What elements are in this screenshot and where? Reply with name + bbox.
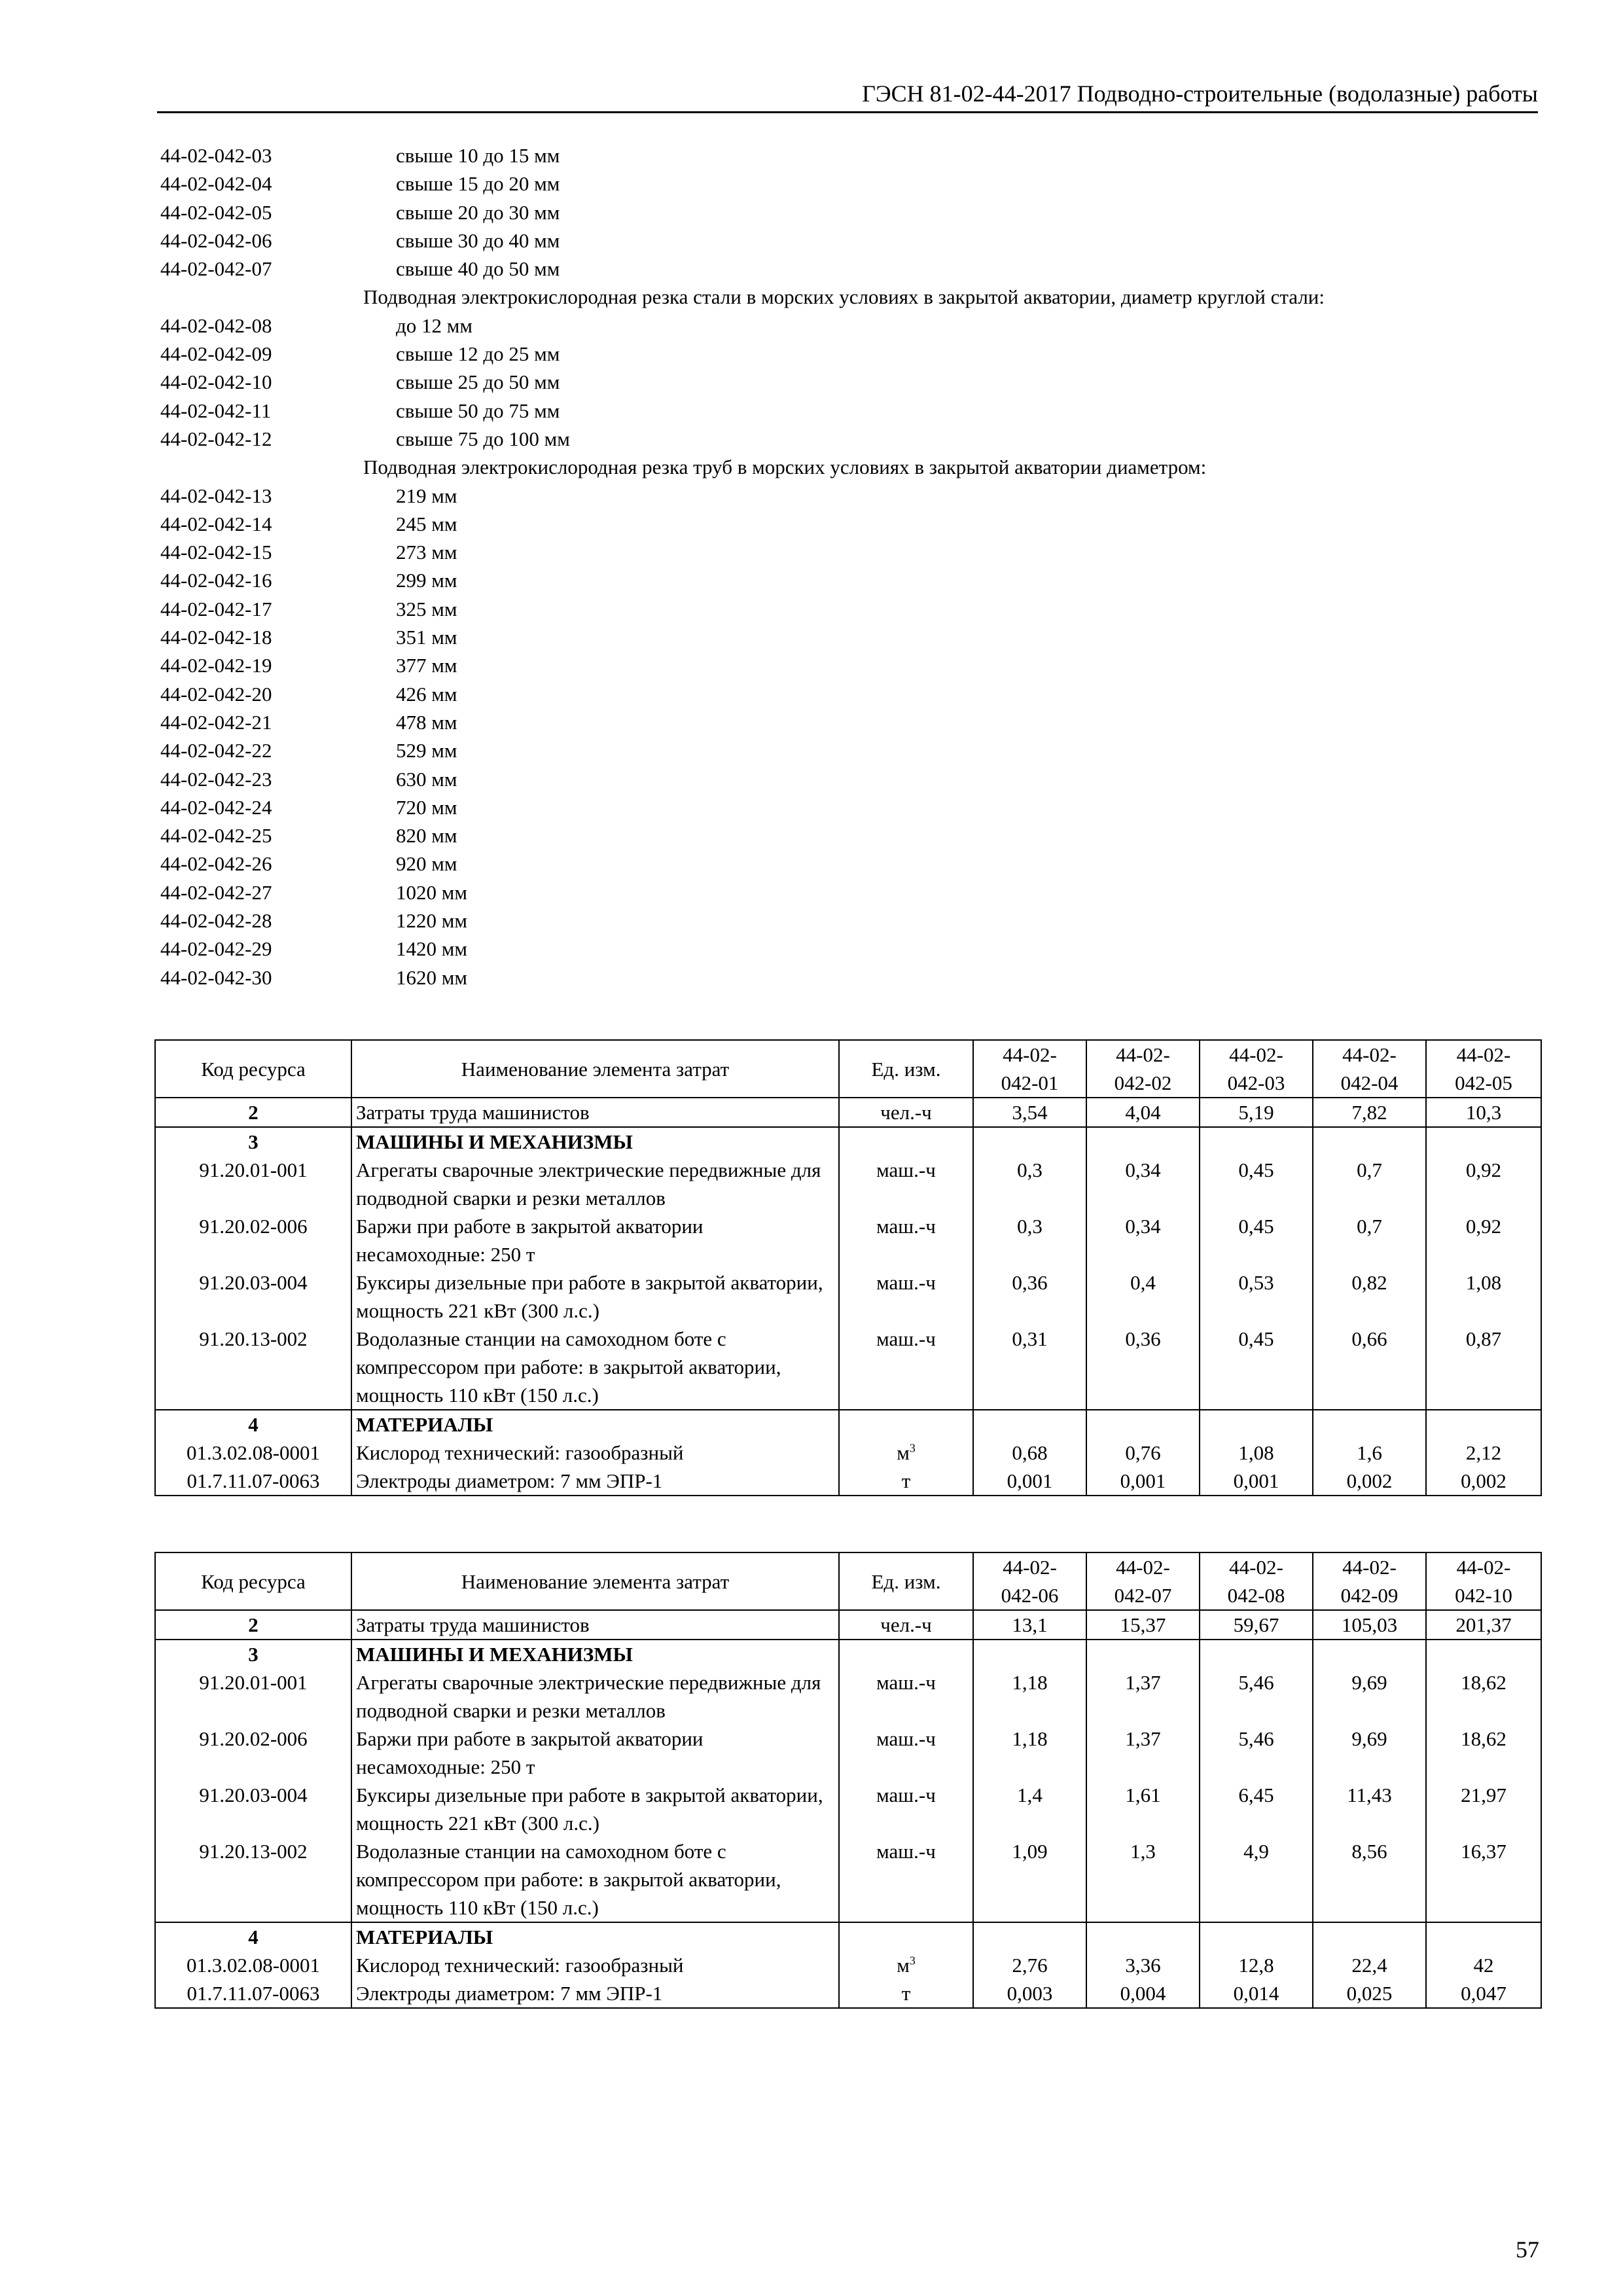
- table-header-row: [155, 1040, 1541, 1098]
- item-label: свыше 20 до 30 мм: [396, 200, 560, 224]
- item-code: 44-02-042-24: [160, 795, 272, 819]
- table-row: [155, 1837, 1541, 1922]
- item-label: 273 мм: [396, 541, 457, 564]
- unit-text: чел.-ч: [880, 1613, 932, 1636]
- code-group-3: [160, 482, 1535, 992]
- header-norm-code: 44-02- 042-08: [1200, 1552, 1313, 1610]
- unit-text: маш.-ч: [876, 1271, 936, 1294]
- cell-code: 91.20.13-002: [155, 1325, 351, 1410]
- item-label: свыше 25 до 50 мм: [396, 370, 560, 394]
- cell-value: 0,36: [973, 1268, 1086, 1325]
- cell-value: 3,54: [973, 1098, 1086, 1127]
- group-heading-3: Подводная электрокислородная резка труб в морских условиях в закрытой акватории диаметром:: [363, 456, 1207, 479]
- section-row: [155, 1127, 1541, 1156]
- code-list-item: [160, 312, 1535, 340]
- cell-code: 91.20.03-004: [155, 1781, 351, 1837]
- code-list-item: [160, 141, 1535, 170]
- item-label: 529 мм: [396, 739, 457, 762]
- item-code: 44-02-042-27: [160, 880, 272, 904]
- cell-value: 0,001: [1086, 1467, 1200, 1496]
- code-group-2: [160, 312, 1535, 453]
- cell-value: 0,001: [1200, 1467, 1313, 1496]
- item-label: свыше 30 до 40 мм: [396, 228, 560, 252]
- cell-value: 1,09: [973, 1837, 1086, 1922]
- cell-value: 0,36: [1086, 1325, 1200, 1410]
- cell-value: 0,68: [973, 1439, 1086, 1467]
- cell-name: МАШИНЫ И МЕХАНИЗМЫ: [351, 1127, 839, 1156]
- cell-name: Агрегаты сварочные электрические передвижные для подводной сварки и резки металлов: [351, 1668, 839, 1725]
- item-code: 44-02-042-22: [160, 739, 272, 762]
- item-code: 44-02-042-13: [160, 484, 272, 507]
- cell-value: 7,82: [1313, 1098, 1426, 1127]
- item-code: 44-02-042-25: [160, 824, 272, 848]
- cell-unit: [839, 1979, 973, 2008]
- materials-group: [155, 1410, 1541, 1496]
- table-row: [155, 1979, 1541, 2008]
- item-label: свыше 12 до 25 мм: [396, 342, 560, 366]
- unit-text: маш.-ч: [876, 1158, 936, 1181]
- table-row: [155, 1156, 1541, 1212]
- cell-name: Кислород технический: газообразный: [351, 1439, 839, 1467]
- cell-value: 0,45: [1200, 1212, 1313, 1268]
- cell-empty: [839, 1410, 973, 1439]
- cell-value: 42: [1426, 1951, 1541, 1979]
- cell-value: 0,025: [1313, 1979, 1426, 2008]
- cell-value: 4,04: [1086, 1098, 1200, 1127]
- cell-value: 0,87: [1426, 1325, 1541, 1410]
- header-norm-code: 44-02- 042-03: [1200, 1040, 1313, 1098]
- cell-code: 2: [155, 1098, 351, 1127]
- cell-code: 91.20.01-001: [155, 1668, 351, 1725]
- cell-value: 22,4: [1313, 1951, 1426, 1979]
- cell-code: 91.20.01-001: [155, 1156, 351, 1212]
- cell-unit: [839, 1156, 973, 1212]
- section-row: [155, 1922, 1541, 1951]
- item-label: 720 мм: [396, 795, 457, 819]
- cell-name: Водолазные станции на самоходном боте с компрессором при работе: в закрытой акватории, мощность 110 кВт (150 л.с.): [351, 1837, 839, 1922]
- cell-unit: [839, 1098, 973, 1127]
- unit-text: м: [897, 1954, 910, 1977]
- table-row: [155, 1325, 1541, 1410]
- code-list-item: [160, 538, 1535, 566]
- cell-unit: [839, 1325, 973, 1410]
- cell-empty: [1426, 1640, 1541, 1668]
- cell-value: 59,67: [1200, 1610, 1313, 1640]
- cell-unit: [839, 1837, 973, 1922]
- header-code: Код ресурса: [155, 1552, 351, 1610]
- cell-value: 5,46: [1200, 1668, 1313, 1725]
- cell-code: 4: [155, 1922, 351, 1951]
- section-row: [155, 1640, 1541, 1668]
- cell-code: 91.20.02-006: [155, 1212, 351, 1268]
- cell-empty: [1200, 1410, 1313, 1439]
- item-label: 1620 мм: [396, 965, 467, 989]
- cell-code: 3: [155, 1640, 351, 1668]
- code-group-1: [160, 141, 1535, 283]
- table-row: [155, 1212, 1541, 1268]
- cell-value: 1,37: [1086, 1725, 1200, 1781]
- cell-name: Баржи при работе в закрытой акватории несамоходные: 250 т: [351, 1725, 839, 1781]
- item-label: свыше 10 до 15 мм: [396, 144, 560, 167]
- header-norm-code: 44-02- 042-06: [973, 1552, 1086, 1610]
- cell-value: 0,002: [1313, 1467, 1426, 1496]
- cell-name: МАТЕРИАЛЫ: [351, 1410, 839, 1439]
- cell-code: 91.20.13-002: [155, 1837, 351, 1922]
- cell-name: МАШИНЫ И МЕХАНИЗМЫ: [351, 1640, 839, 1668]
- code-list-item: [160, 850, 1535, 878]
- item-code: 44-02-042-04: [160, 172, 272, 196]
- cell-empty: [973, 1410, 1086, 1439]
- cell-empty: [839, 1922, 973, 1951]
- table-row: [155, 1467, 1541, 1496]
- cell-value: 6,45: [1200, 1781, 1313, 1837]
- item-label: 920 мм: [396, 852, 457, 876]
- cell-code: 3: [155, 1127, 351, 1156]
- cell-value: 1,08: [1426, 1268, 1541, 1325]
- cell-value: 105,03: [1313, 1610, 1426, 1640]
- cell-empty: [1313, 1410, 1426, 1439]
- cell-value: 0,92: [1426, 1212, 1541, 1268]
- cell-empty: [1200, 1922, 1313, 1951]
- item-label: 1420 мм: [396, 937, 467, 961]
- cell-empty: [973, 1922, 1086, 1951]
- cell-value: 0,66: [1313, 1325, 1426, 1410]
- item-code: 44-02-042-30: [160, 965, 272, 989]
- code-list-item: [160, 198, 1535, 226]
- item-label: 426 мм: [396, 682, 457, 706]
- cell-value: 11,43: [1313, 1781, 1426, 1837]
- cell-name: Баржи при работе в закрытой акватории несамоходные: 250 т: [351, 1212, 839, 1268]
- cell-code: 91.20.02-006: [155, 1725, 351, 1781]
- cell-value: 1,4: [973, 1781, 1086, 1837]
- cell-empty: [1313, 1640, 1426, 1668]
- item-code: 44-02-042-12: [160, 427, 272, 450]
- item-label: 325 мм: [396, 597, 457, 620]
- item-code: 44-02-042-15: [160, 541, 272, 564]
- group-heading-2: Подводная электрокислородная резка стали в морских условиях в закрытой акватории, диаметр круглой стали:: [363, 285, 1325, 309]
- page-number: 57: [1516, 2236, 1539, 2263]
- cell-code: 2: [155, 1610, 351, 1640]
- cell-value: 0,003: [973, 1979, 1086, 2008]
- cell-value: 0,34: [1086, 1156, 1200, 1212]
- item-code: 44-02-042-07: [160, 257, 272, 281]
- code-list-item: [160, 878, 1535, 906]
- unit-text: т: [901, 1982, 911, 2005]
- cell-empty: [973, 1640, 1086, 1668]
- cell-value: 12,8: [1200, 1951, 1313, 1979]
- cell-value: 0,45: [1200, 1156, 1313, 1212]
- cell-value: 5,46: [1200, 1725, 1313, 1781]
- unit-text: чел.-ч: [880, 1101, 932, 1124]
- code-list-item: [160, 510, 1535, 538]
- header-code: Код ресурса: [155, 1040, 351, 1098]
- cell-value: 0,4: [1086, 1268, 1200, 1325]
- cell-empty: [1426, 1410, 1541, 1439]
- cell-unit: [839, 1610, 973, 1640]
- item-code: 44-02-042-09: [160, 342, 272, 366]
- cell-code: 4: [155, 1410, 351, 1439]
- unit-text: маш.-ч: [876, 1215, 936, 1238]
- cell-value: 0,31: [973, 1325, 1086, 1410]
- cell-value: 1,18: [973, 1725, 1086, 1781]
- cell-value: 0,001: [973, 1467, 1086, 1496]
- cell-value: 0,82: [1313, 1268, 1426, 1325]
- cell-name: Электроды диаметром: 7 мм ЭПР-1: [351, 1979, 839, 2008]
- code-list-item: [160, 821, 1535, 850]
- code-list-item: [160, 793, 1535, 821]
- header-unit: Ед. изм.: [839, 1040, 973, 1098]
- item-label: 820 мм: [396, 824, 457, 848]
- cell-value: 1,18: [973, 1668, 1086, 1725]
- cell-name: МАТЕРИАЛЫ: [351, 1922, 839, 1951]
- cell-name: Электроды диаметром: 7 мм ЭПР-1: [351, 1467, 839, 1496]
- cell-unit: [839, 1781, 973, 1837]
- item-label: свыше 75 до 100 мм: [396, 427, 570, 450]
- header-title: ГЭСН 81-02-44-2017 Подводно-строительные (водолазные) работы: [862, 81, 1538, 107]
- resource-table-1: [154, 1039, 1542, 1496]
- cell-value: 4,9: [1200, 1837, 1313, 1922]
- code-list-item: [160, 368, 1535, 396]
- item-code: 44-02-042-08: [160, 314, 272, 337]
- code-list-item: [160, 340, 1535, 368]
- cell-value: 0,76: [1086, 1439, 1200, 1467]
- resource-table-2: [154, 1552, 1542, 2009]
- code-list-item: [160, 482, 1535, 510]
- code-list-item: [160, 963, 1535, 992]
- item-label: 478 мм: [396, 710, 457, 734]
- cell-name: Агрегаты сварочные электрические передвижные для подводной сварки и резки металлов: [351, 1156, 839, 1212]
- header-unit: Ед. изм.: [839, 1552, 973, 1610]
- item-label: 1020 мм: [396, 880, 467, 904]
- header-norm-code: 44-02- 042-02: [1086, 1040, 1200, 1098]
- item-label: 351 мм: [396, 626, 457, 649]
- table-row: [155, 1951, 1541, 1979]
- code-list-item: [160, 680, 1535, 708]
- cell-empty: [839, 1640, 973, 1668]
- unit-text: маш.-ч: [876, 1727, 936, 1750]
- item-code: 44-02-042-10: [160, 370, 272, 394]
- cell-code: 01.3.02.08-0001: [155, 1951, 351, 1979]
- item-code: 44-02-042-06: [160, 228, 272, 252]
- table-row: [155, 1668, 1541, 1725]
- cell-code: 91.20.03-004: [155, 1268, 351, 1325]
- cell-value: 0,014: [1200, 1979, 1313, 2008]
- item-label: 245 мм: [396, 512, 457, 535]
- cell-value: 0,002: [1426, 1467, 1541, 1496]
- code-list-item: [160, 397, 1535, 425]
- cell-value: 9,69: [1313, 1725, 1426, 1781]
- cell-value: 0,34: [1086, 1212, 1200, 1268]
- item-code: 44-02-042-05: [160, 200, 272, 224]
- item-label: 1220 мм: [396, 909, 467, 933]
- item-code: 44-02-042-28: [160, 909, 272, 933]
- cell-value: 1,3: [1086, 1837, 1200, 1922]
- page-header: [157, 73, 1538, 113]
- header-norm-code: 44-02- 042-05: [1426, 1040, 1541, 1098]
- item-label: до 12 мм: [396, 314, 473, 337]
- code-list-item: [160, 708, 1535, 736]
- item-code: 44-02-042-29: [160, 937, 272, 961]
- table-row: [155, 1439, 1541, 1467]
- code-list-item: [160, 425, 1535, 453]
- code-list-item: [160, 935, 1535, 963]
- table-row: [155, 1268, 1541, 1325]
- cell-empty: [839, 1127, 973, 1156]
- code-list-item: [160, 623, 1535, 651]
- cell-value: 21,97: [1426, 1781, 1541, 1837]
- unit-text: маш.-ч: [876, 1327, 936, 1350]
- cell-name: Водолазные станции на самоходном боте с компрессором при работе: в закрытой акватории, мощность 110 кВт (150 л.с.): [351, 1325, 839, 1410]
- header-name: Наименование элемента затрат: [351, 1040, 839, 1098]
- cell-empty: [1313, 1127, 1426, 1156]
- cell-empty: [1086, 1410, 1200, 1439]
- cell-value: 13,1: [973, 1610, 1086, 1640]
- table-row: [155, 1098, 1541, 1127]
- item-code: 44-02-042-19: [160, 654, 272, 677]
- cell-value: 1,08: [1200, 1439, 1313, 1467]
- cell-unit: [839, 1668, 973, 1725]
- machines-group: [155, 1640, 1541, 1922]
- header-norm-code: 44-02- 042-07: [1086, 1552, 1200, 1610]
- item-code: 44-02-042-03: [160, 144, 272, 167]
- cell-empty: [1313, 1922, 1426, 1951]
- item-code: 44-02-042-14: [160, 512, 272, 535]
- item-label: 219 мм: [396, 484, 457, 507]
- item-code: 44-02-042-17: [160, 597, 272, 620]
- code-list-item: [160, 765, 1535, 793]
- header-norm-code: 44-02- 042-01: [973, 1040, 1086, 1098]
- cell-code: 01.7.11.07-0063: [155, 1467, 351, 1496]
- unit-superscript: 3: [909, 1441, 916, 1455]
- table-row: [155, 1610, 1541, 1640]
- item-label: 377 мм: [396, 654, 457, 677]
- code-list-item: [160, 736, 1535, 764]
- cell-value: 0,004: [1086, 1979, 1200, 2008]
- cell-unit: [839, 1467, 973, 1496]
- cell-value: 18,62: [1426, 1668, 1541, 1725]
- cell-value: 5,19: [1200, 1098, 1313, 1127]
- cell-empty: [1200, 1127, 1313, 1156]
- cell-value: 10,3: [1426, 1098, 1541, 1127]
- cell-value: 2,12: [1426, 1439, 1541, 1467]
- cell-value: 2,76: [973, 1951, 1086, 1979]
- cell-name: Буксиры дизельные при работе в закрытой акватории, мощность 221 кВт (300 л.с.): [351, 1781, 839, 1837]
- item-code: 44-02-042-26: [160, 852, 272, 876]
- code-list-item: [160, 595, 1535, 623]
- cell-name: Затраты труда машинистов: [351, 1098, 839, 1127]
- cell-unit: [839, 1212, 973, 1268]
- cell-empty: [1086, 1127, 1200, 1156]
- cell-value: 0,7: [1313, 1156, 1426, 1212]
- cell-empty: [1086, 1922, 1200, 1951]
- code-list-item: [160, 906, 1535, 935]
- cell-value: 9,69: [1313, 1668, 1426, 1725]
- cell-empty: [1426, 1922, 1541, 1951]
- cell-code: 01.7.11.07-0063: [155, 1979, 351, 2008]
- cell-unit: [839, 1268, 973, 1325]
- labor-group: [155, 1610, 1541, 1640]
- cell-value: 201,37: [1426, 1610, 1541, 1640]
- item-code: 44-02-042-11: [160, 399, 272, 422]
- item-code: 44-02-042-21: [160, 710, 272, 734]
- cell-empty: [1086, 1640, 1200, 1668]
- unit-text: маш.-ч: [876, 1840, 936, 1863]
- item-code: 44-02-042-16: [160, 569, 272, 592]
- table-row: [155, 1725, 1541, 1781]
- section-row: [155, 1410, 1541, 1439]
- cell-value: 0,45: [1200, 1325, 1313, 1410]
- unit-text: маш.-ч: [876, 1784, 936, 1806]
- cell-unit: [839, 1951, 973, 1979]
- cell-unit: [839, 1439, 973, 1467]
- cell-value: 0,3: [973, 1156, 1086, 1212]
- cell-value: 1,6: [1313, 1439, 1426, 1467]
- cell-value: 15,37: [1086, 1610, 1200, 1640]
- cell-code: 01.3.02.08-0001: [155, 1439, 351, 1467]
- cell-value: 0,3: [973, 1212, 1086, 1268]
- header-norm-code: 44-02- 042-09: [1313, 1552, 1426, 1610]
- header-norm-code: 44-02- 042-04: [1313, 1040, 1426, 1098]
- cell-value: 0,53: [1200, 1268, 1313, 1325]
- machines-group: [155, 1127, 1541, 1410]
- item-code: 44-02-042-23: [160, 767, 272, 791]
- code-list: [160, 141, 1535, 992]
- header-name: Наименование элемента затрат: [351, 1552, 839, 1610]
- cell-value: 0,047: [1426, 1979, 1541, 2008]
- cell-name: Кислород технический: газообразный: [351, 1951, 839, 1979]
- item-code: 44-02-042-20: [160, 682, 272, 706]
- cell-value: 18,62: [1426, 1725, 1541, 1781]
- labor-group: [155, 1098, 1541, 1127]
- code-list-item: [160, 170, 1535, 198]
- cell-value: 16,37: [1426, 1837, 1541, 1922]
- cell-name: Затраты труда машинистов: [351, 1610, 839, 1640]
- unit-text: т: [901, 1469, 911, 1492]
- cell-empty: [1426, 1127, 1541, 1156]
- cell-name: Буксиры дизельные при работе в закрытой акватории, мощность 221 кВт (300 л.с.): [351, 1268, 839, 1325]
- header-norm-code: 44-02- 042-10: [1426, 1552, 1541, 1610]
- code-list-item: [160, 226, 1535, 255]
- code-list-item: [160, 255, 1535, 283]
- cell-value: 3,36: [1086, 1951, 1200, 1979]
- item-label: свыше 40 до 50 мм: [396, 257, 560, 281]
- cell-value: 0,92: [1426, 1156, 1541, 1212]
- table-header-row: [155, 1552, 1541, 1610]
- cell-empty: [1200, 1640, 1313, 1668]
- code-list-item: [160, 651, 1535, 679]
- cell-value: 0,7: [1313, 1212, 1426, 1268]
- item-label: свыше 15 до 20 мм: [396, 172, 560, 196]
- unit-text: маш.-ч: [876, 1671, 936, 1694]
- unit-superscript: 3: [909, 1954, 916, 1967]
- cell-value: 1,61: [1086, 1781, 1200, 1837]
- materials-group: [155, 1922, 1541, 2008]
- table-row: [155, 1781, 1541, 1837]
- code-list-item: [160, 566, 1535, 594]
- cell-value: 8,56: [1313, 1837, 1426, 1922]
- item-label: 630 мм: [396, 767, 457, 791]
- cell-value: 1,37: [1086, 1668, 1200, 1725]
- unit-text: м: [897, 1441, 910, 1464]
- item-label: свыше 50 до 75 мм: [396, 399, 560, 422]
- item-label: 299 мм: [396, 569, 457, 592]
- cell-empty: [973, 1127, 1086, 1156]
- item-code: 44-02-042-18: [160, 626, 272, 649]
- cell-unit: [839, 1725, 973, 1781]
